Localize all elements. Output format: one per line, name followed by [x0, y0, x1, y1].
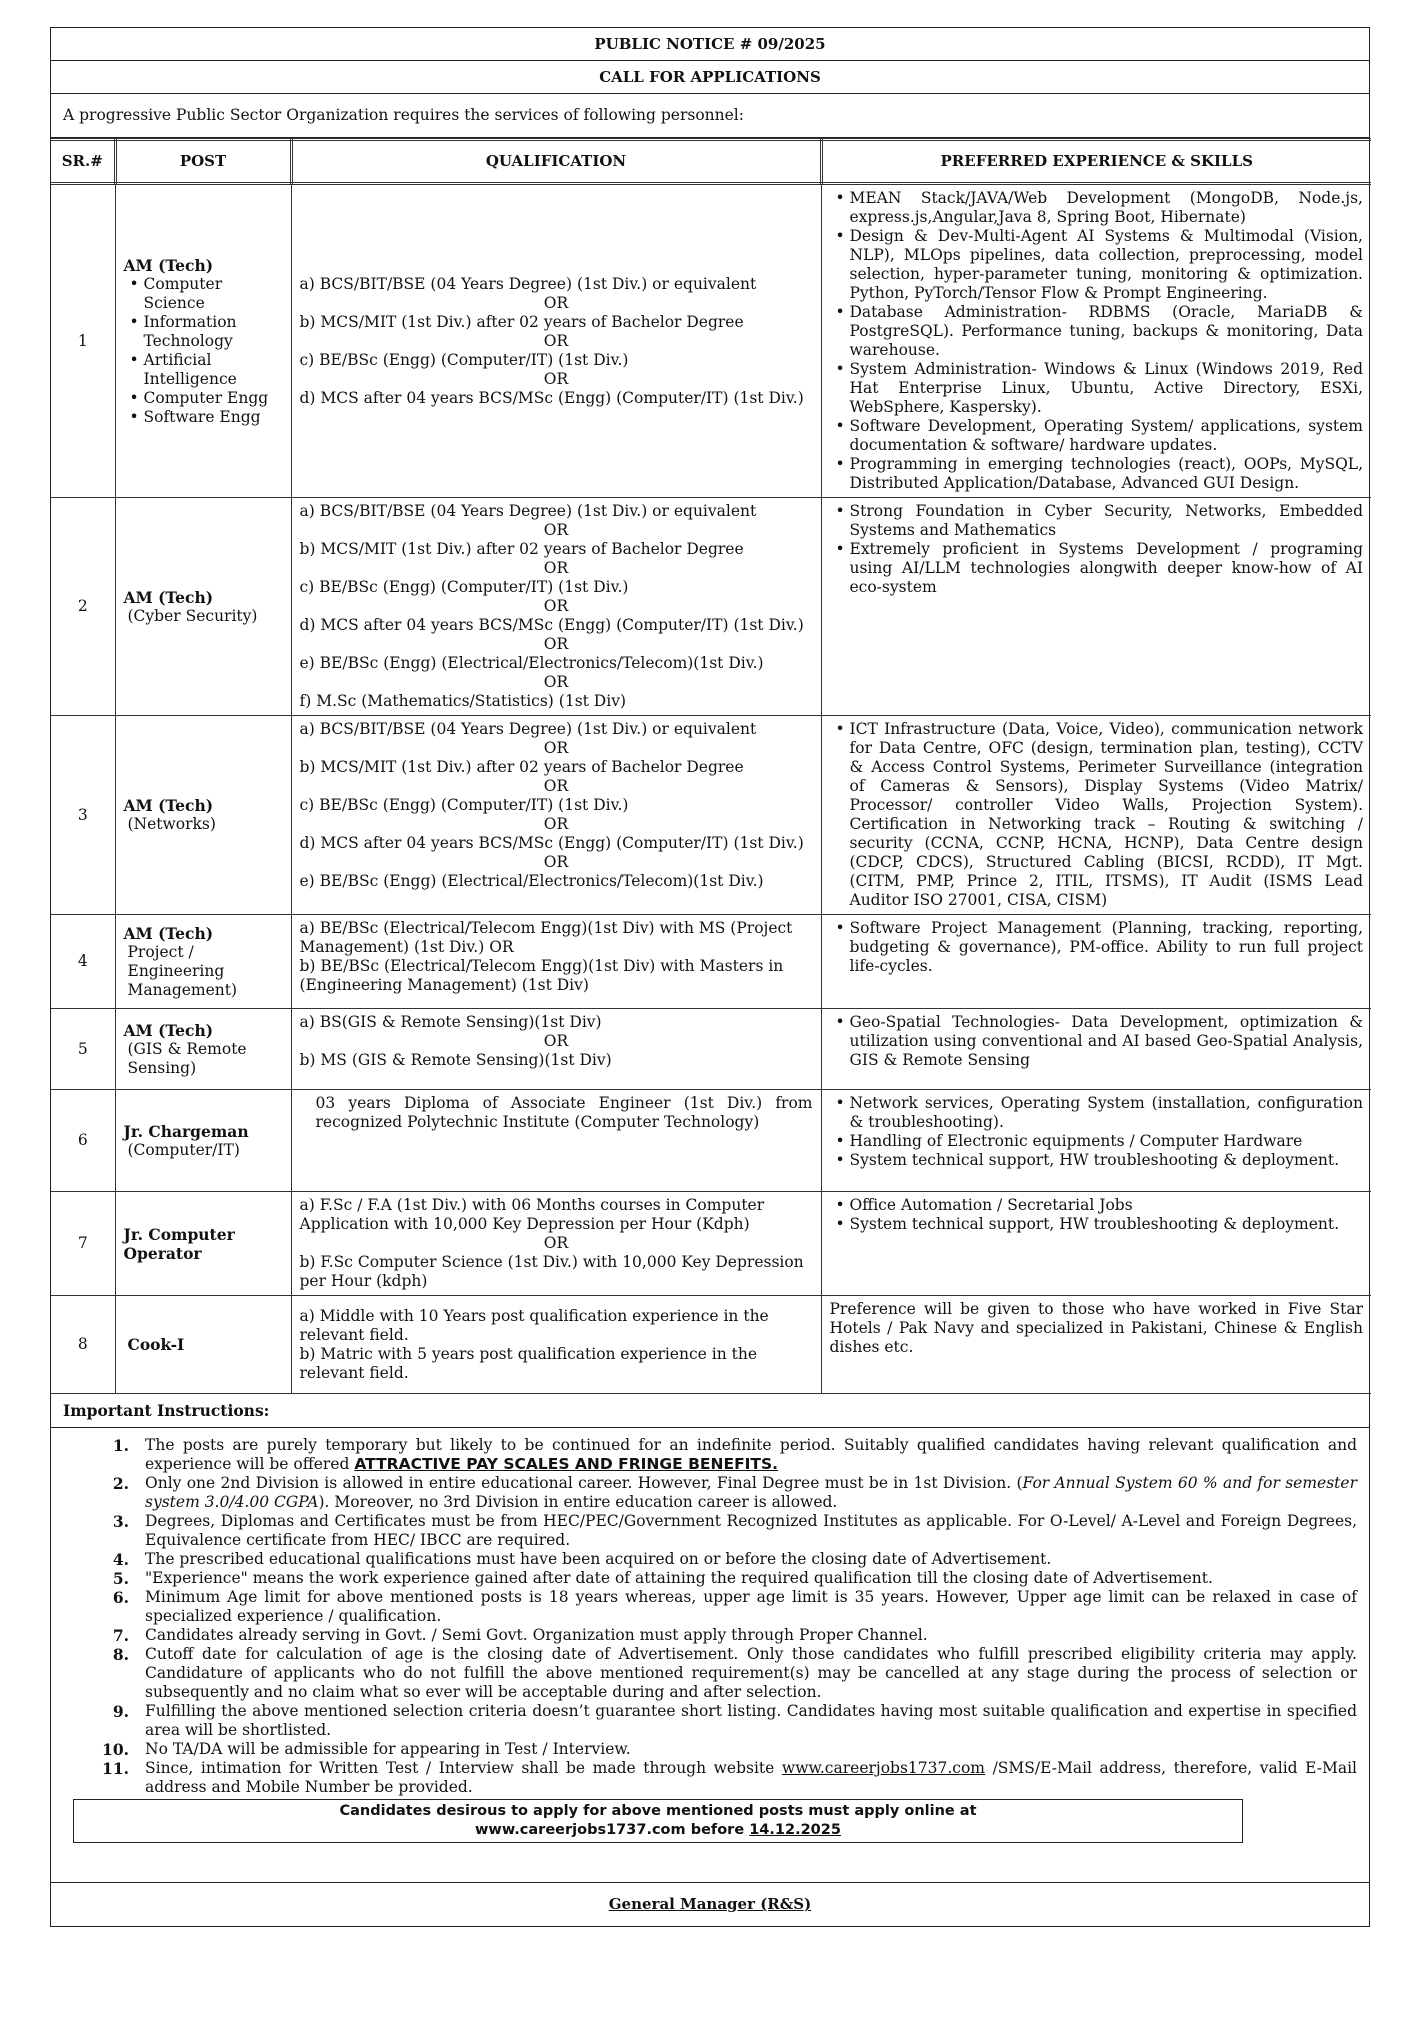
row-sr: 6: [51, 1090, 115, 1192]
qualification-line: a) Middle with 10 Years post qualification experience in the relevant field.: [299, 1306, 769, 1344]
table-row: [51, 1296, 1371, 1394]
row-qualification: [291, 184, 821, 498]
website-link[interactable]: www.careerjobs1737.com: [781, 1759, 985, 1777]
row-sr: 1: [51, 184, 115, 498]
row-qualification: [291, 1090, 821, 1192]
table-row: [51, 498, 1371, 716]
or-separator: OR: [543, 673, 569, 691]
instruction-text: /SMS/E-Mail address, therefore, valid E-Mail address and Mobile Number be provided.: [145, 1759, 1358, 1796]
instruction-text: ). Moreover, no 3rd Division in entire education career is allowed.: [318, 1493, 838, 1511]
list-item: [99, 1436, 1357, 1474]
post-title: AM (Tech): [123, 587, 214, 607]
list-item: [99, 1588, 1357, 1626]
instruction-text: Fulfilling the above mentioned selection criteria doesn’t guarantee short listing. Candidates having most suitable qualification and expertise in specified area will be shortlisted.: [145, 1702, 1357, 1739]
col-header-post: POST: [115, 140, 291, 184]
col-header-qualification: QUALIFICATION: [291, 140, 821, 184]
item-number: 9.: [112, 1702, 129, 1721]
row-skills: [821, 915, 1371, 1009]
item-number: 2.: [112, 1474, 129, 1493]
row-qualification: [291, 1296, 821, 1394]
row-post: [115, 1192, 291, 1296]
apply-before: before: [690, 1822, 745, 1838]
signature-designation: General Manager (R&S): [51, 1882, 1369, 1926]
post-title: Jr. Chargeman: [123, 1121, 249, 1141]
qualification-line: b) MCS/MIT (1st Div.) after 02 years of Bachelor Degree: [299, 540, 744, 558]
posts-table: [51, 138, 1371, 1394]
col-header-sr: SR.#: [51, 140, 115, 184]
notice-page: [50, 27, 1370, 1927]
row-qualification: [291, 915, 821, 1009]
instruction-text: No TA/DA will be admissible for appearing in Test / Interview.: [145, 1740, 631, 1758]
row-skills: [821, 184, 1371, 498]
row-sr: 2: [51, 498, 115, 716]
post-title: AM (Tech): [123, 1020, 214, 1040]
instruction-text: Degrees, Diplomas and Certificates must be from HEC/PEC/Government Recognized Institutes as applicable. For O-Level/ A-Level and Foreign Degrees, Equivalence certificate from HEC/ IBCC are required.: [145, 1512, 1357, 1549]
list-item: [99, 1702, 1357, 1740]
or-separator: OR: [543, 293, 569, 312]
row-post: [115, 1090, 291, 1192]
list-item: • Geo-Spatial Technologies- Data Development, optimization & utilization using conventional and AI based Geo-Spatial Analysis, GIS & Remote Sensing: [830, 1013, 1364, 1070]
row-sr: 4: [51, 915, 115, 1009]
qualification-line: d) MCS after 04 years BCS/MSc (Engg) (Computer/IT) (1st Div.): [299, 834, 804, 852]
qualification-line: a) F.Sc / F.A (1st Div.) with 06 Months courses in Computer Application with 10,000 Key Depression per Hour (Kdph): [299, 1196, 765, 1233]
table-row: [51, 184, 1371, 498]
row-qualification: [291, 716, 821, 915]
list-item: [99, 1759, 1357, 1797]
or-separator: OR: [543, 1032, 569, 1050]
or-separator: OR: [543, 1234, 569, 1252]
list-item: • ICT Infrastructure (Data, Voice, Video), communication network for Data Centre, OFC (design, termination plan, testing), CCTV & Access Control Systems, Perimeter Surveillance (integration of Cameras & Sensors), Display Systems (Video Matrix/ Processor/ controller Video Walls, Projection System). Certification in Networking track – Routing & switching / security (CCNA, CCNP, HCNA, HCNP), Data Centre design (CDCP, CDCS), Structured Cabling (BICSI, RCDD), IT Mgt. (CITM, PMP, Prince 2, ITIL, ITSMS), IT Audit (ISMS Lead Auditor ISO 27001, CISA, CISM): [830, 720, 1364, 910]
list-item: [99, 1569, 1357, 1588]
preference-note: Preference will be given to those who have worked in Five Star Hotels / Pak Navy and specialized in Pakistani, Chinese & English dishes etc.: [829, 1300, 1363, 1356]
instruction-text: The posts are purely temporary but likely to be continued for an indefinite period. Suitably qualified candidates having relevant qualification and experience will be offered: [145, 1436, 1357, 1473]
or-separator: OR: [543, 597, 569, 615]
qualification-line: a) BS(GIS & Remote Sensing)(1st Div): [299, 1013, 602, 1031]
list-item: • Computer Science: [128, 275, 283, 313]
or-separator: OR: [543, 331, 569, 350]
qualification-line: d) MCS after 04 years BCS/MSc (Engg) (Computer/IT) (1st Div.): [299, 616, 804, 634]
list-item: • Strong Foundation in Cyber Security, Networks, Embedded Systems and Mathematics: [830, 502, 1364, 540]
row-post: [115, 716, 291, 915]
cgpa-note: For Annual System 60 % and for semester system 3.0/4.00 CGPA: [145, 1474, 1357, 1511]
benefits-highlight: ATTRACTIVE PAY SCALES AND FRINGE BENEFITS.: [354, 1455, 779, 1473]
list-item: • MEAN Stack/JAVA/Web Development (MongoDB, Node.js, express.js,Angular,Java 8, Spring Boot, Hibernate): [830, 189, 1364, 227]
row-skills: [821, 1296, 1371, 1394]
table-row: [51, 716, 1371, 915]
table-row: [51, 1009, 1371, 1090]
instruction-text: Minimum Age limit for above mentioned posts is 18 years whereas, upper age limit is 35 years. However, Upper age limit can be relaxed in case of specialized experience / qualification.: [145, 1588, 1357, 1625]
instruction-text: Cutoff date for calculation of age is the closing date of Advertisement. Only those candidates who fulfill prescribed eligibility criteria may apply. Candidature of applicants who do not fulfill the above mentioned requirement(s) may be cancelled at any stage during the process of selection or subsequently and no claim what so ever will be acceptable during and after selection.: [145, 1645, 1357, 1701]
table-row: [51, 1192, 1371, 1296]
or-separator: OR: [543, 521, 569, 539]
or-separator: OR: [543, 853, 569, 871]
row-skills: [821, 1009, 1371, 1090]
list-item: • Database Administration- RDBMS (Oracle, MariaDB & PostgreSQL). Performance tuning, backups & monitoring, Data warehouse.: [830, 303, 1364, 360]
list-item: • Design & Dev-Multi-Agent AI Systems & Multimodal (Vision, NLP), MLOps pipelines, data collection, preprocessing, model selection, hyper-parameter tuning, monitoring & optimization. Python, PyTorch/Tensor Flow & Prompt Engineering.: [830, 227, 1364, 303]
notice-number: PUBLIC NOTICE # 09/2025: [51, 28, 1369, 61]
list-item: • Office Automation / Secretarial Jobs: [830, 1196, 1364, 1215]
row-post: [115, 498, 291, 716]
or-separator: OR: [543, 739, 569, 757]
row-post: [115, 915, 291, 1009]
item-number: 1.: [112, 1436, 129, 1455]
row-post: [115, 1296, 291, 1394]
or-separator: OR: [543, 559, 569, 577]
list-item: • Extremely proficient in Systems Development / programing using AI/LLM technologies alongwith deeper know-how of AI eco-system: [830, 540, 1364, 597]
notice-heading: CALL FOR APPLICATIONS: [51, 61, 1369, 94]
post-title: AM (Tech): [123, 255, 214, 275]
post-subtitle: (Networks): [127, 815, 216, 833]
qualification-line: e) BE/BSc (Engg) (Electrical/Electronics/Telecom)(1st Div.): [299, 872, 764, 890]
list-item: [99, 1512, 1357, 1550]
row-qualification: [291, 1009, 821, 1090]
row-skills: [821, 1090, 1371, 1192]
item-number: 5.: [112, 1569, 129, 1588]
post-specializations: [124, 275, 283, 427]
row-post: [115, 184, 291, 498]
list-item: • Information Technology: [128, 313, 283, 351]
table-row: [51, 915, 1371, 1009]
or-separator: OR: [543, 777, 569, 795]
qualification-line: a) BCS/BIT/BSE (04 Years Degree) (1st Div.) or equivalent: [299, 274, 757, 293]
item-number: 8.: [112, 1645, 129, 1664]
list-item: [99, 1626, 1357, 1645]
list-item: • Artificial Intelligence: [128, 351, 283, 389]
instruction-text: Since, intimation for Written Test / Interview shall be made through website: [145, 1759, 775, 1777]
qualification-line: d) MCS after 04 years BCS/MSc (Engg) (Computer/IT) (1st Div.): [299, 388, 804, 407]
item-number: 3.: [112, 1512, 129, 1531]
row-skills: [821, 1192, 1371, 1296]
qualification-line: 03 years Diploma of Associate Engineer (1st Div.) from recognized Polytechnic Institute (Computer Technology): [315, 1094, 813, 1131]
col-header-skills: PREFERRED EXPERIENCE & SKILLS: [821, 140, 1371, 184]
qualification-line: b) MCS/MIT (1st Div.) after 02 years of Bachelor Degree: [299, 312, 744, 331]
qualification-line: b) MS (GIS & Remote Sensing)(1st Div): [299, 1051, 612, 1069]
list-item: • System technical support, HW troubleshooting & deployment.: [830, 1151, 1364, 1170]
instructions-list: [51, 1428, 1369, 1797]
list-item: • Network services, Operating System (installation, configuration & troubleshooting).: [830, 1094, 1364, 1132]
qualification-line: f) M.Sc (Mathematics/Statistics) (1st Div): [299, 692, 626, 710]
qualification-line: b) F.Sc Computer Science (1st Div.) with 10,000 Key Depression per Hour (kdph): [299, 1253, 804, 1290]
list-item: • Software Development, Operating System/ applications, system documentation & software/ hardware updates.: [830, 417, 1364, 455]
row-sr: 8: [51, 1296, 115, 1394]
list-item: • Software Engg: [128, 408, 283, 427]
apply-line-2: [74, 1821, 1242, 1840]
table-row: [51, 1090, 1371, 1192]
list-item: [99, 1740, 1357, 1759]
qualification-line: a) BCS/BIT/BSE (04 Years Degree) (1st Div.) or equivalent: [299, 720, 757, 738]
item-number: 10.: [102, 1740, 129, 1759]
or-separator: OR: [543, 369, 569, 388]
post-title: Jr. Computer Operator: [123, 1224, 235, 1263]
list-item: [99, 1645, 1357, 1702]
qualification-line: a) BE/BSc (Electrical/Telecom Engg)(1st Div) with MS (Project Management) (1st Div.) OR: [299, 919, 793, 956]
row-qualification: [291, 1192, 821, 1296]
item-number: 4.: [112, 1550, 129, 1569]
notice-intro: A progressive Public Sector Organization requires the services of following personnel:: [51, 94, 1369, 138]
qualification-line: a) BCS/BIT/BSE (04 Years Degree) (1st Div.) or equivalent: [299, 502, 757, 520]
list-item: • System Administration- Windows & Linux (Windows 2019, Red Hat Enterprise Linux, Ubuntu, Active Directory, ESXi, WebSphere, Kaspersky).: [830, 360, 1364, 417]
list-item: [99, 1474, 1357, 1512]
apply-online-box: [73, 1799, 1243, 1843]
qualification-line: c) BE/BSc (Engg) (Computer/IT) (1st Div.): [299, 578, 629, 596]
instruction-text: "Experience" means the work experience gained after date of attaining the required qualification till the closing date of Advertisement.: [145, 1569, 1213, 1587]
instruction-text: Only one 2nd Division is allowed in entire educational career. However, Final Degree must be in 1st Division. (: [145, 1474, 1023, 1492]
row-sr: 5: [51, 1009, 115, 1090]
instruction-text: Candidates already serving in Govt. / Semi Govt. Organization must apply through Proper Channel.: [145, 1626, 928, 1644]
item-number: 11.: [102, 1759, 129, 1778]
qualification-line: c) BE/BSc (Engg) (Computer/IT) (1st Div.): [299, 350, 629, 369]
qualification-line: e) BE/BSc (Engg) (Electrical/Electronics/Telecom)(1st Div.): [299, 654, 764, 672]
post-title: AM (Tech): [123, 923, 214, 943]
table-header-row: [51, 140, 1371, 184]
apply-website-link[interactable]: www.careerjobs1737.com: [475, 1822, 686, 1838]
list-item: • Programming in emerging technologies (react), OOPs, MySQL, Distributed Application/Database, Advanced GUI Design.: [830, 455, 1364, 493]
item-number: 6.: [112, 1588, 129, 1607]
row-skills: [821, 498, 1371, 716]
closing-date: 14.12.2025: [749, 1822, 841, 1838]
row-sr: 3: [51, 716, 115, 915]
row-post: [115, 1009, 291, 1090]
post-subtitle: (Cyber Security): [127, 606, 258, 625]
apply-line: Candidates desirous to apply for above mentioned posts must apply online at: [339, 1803, 977, 1819]
instructions-title: Important Instructions:: [51, 1394, 1369, 1428]
instruction-text: The prescribed educational qualifications must have been acquired on or before the closing date of Advertisement.: [145, 1550, 1052, 1568]
post-subtitle: Project / Engineering Management): [127, 942, 238, 999]
qualification-line: c) BE/BSc (Engg) (Computer/IT) (1st Div.): [299, 796, 629, 814]
qualification-line: b) BE/BSc (Electrical/Telecom Engg)(1st Div) with Masters in (Engineering Management) (1st Div): [299, 957, 784, 994]
list-item: • Computer Engg: [128, 389, 283, 408]
or-separator: OR: [543, 635, 569, 653]
item-number: 7.: [112, 1626, 129, 1645]
post-title: Cook-I: [127, 1335, 185, 1354]
qualification-line: b) MCS/MIT (1st Div.) after 02 years of Bachelor Degree: [299, 758, 744, 776]
row-qualification: [291, 498, 821, 716]
qualification-line: b) Matric with 5 years post qualification experience in the relevant field.: [299, 1344, 757, 1382]
or-separator: OR: [543, 815, 569, 833]
post-title: AM (Tech): [123, 796, 214, 815]
post-subtitle: (GIS & Remote Sensing): [127, 1039, 247, 1077]
list-item: [99, 1550, 1357, 1569]
post-subtitle: (Computer/IT): [127, 1140, 240, 1159]
list-item: • Handling of Electronic equipments / Computer Hardware: [830, 1132, 1364, 1151]
row-skills: [821, 716, 1371, 915]
list-item: • Software Project Management (Planning, tracking, reporting, budgeting & governance), PM-office. Ability to run full project life-cycles.: [830, 919, 1364, 976]
row-sr: 7: [51, 1192, 115, 1296]
list-item: • System technical support, HW troubleshooting & deployment.: [830, 1215, 1364, 1234]
